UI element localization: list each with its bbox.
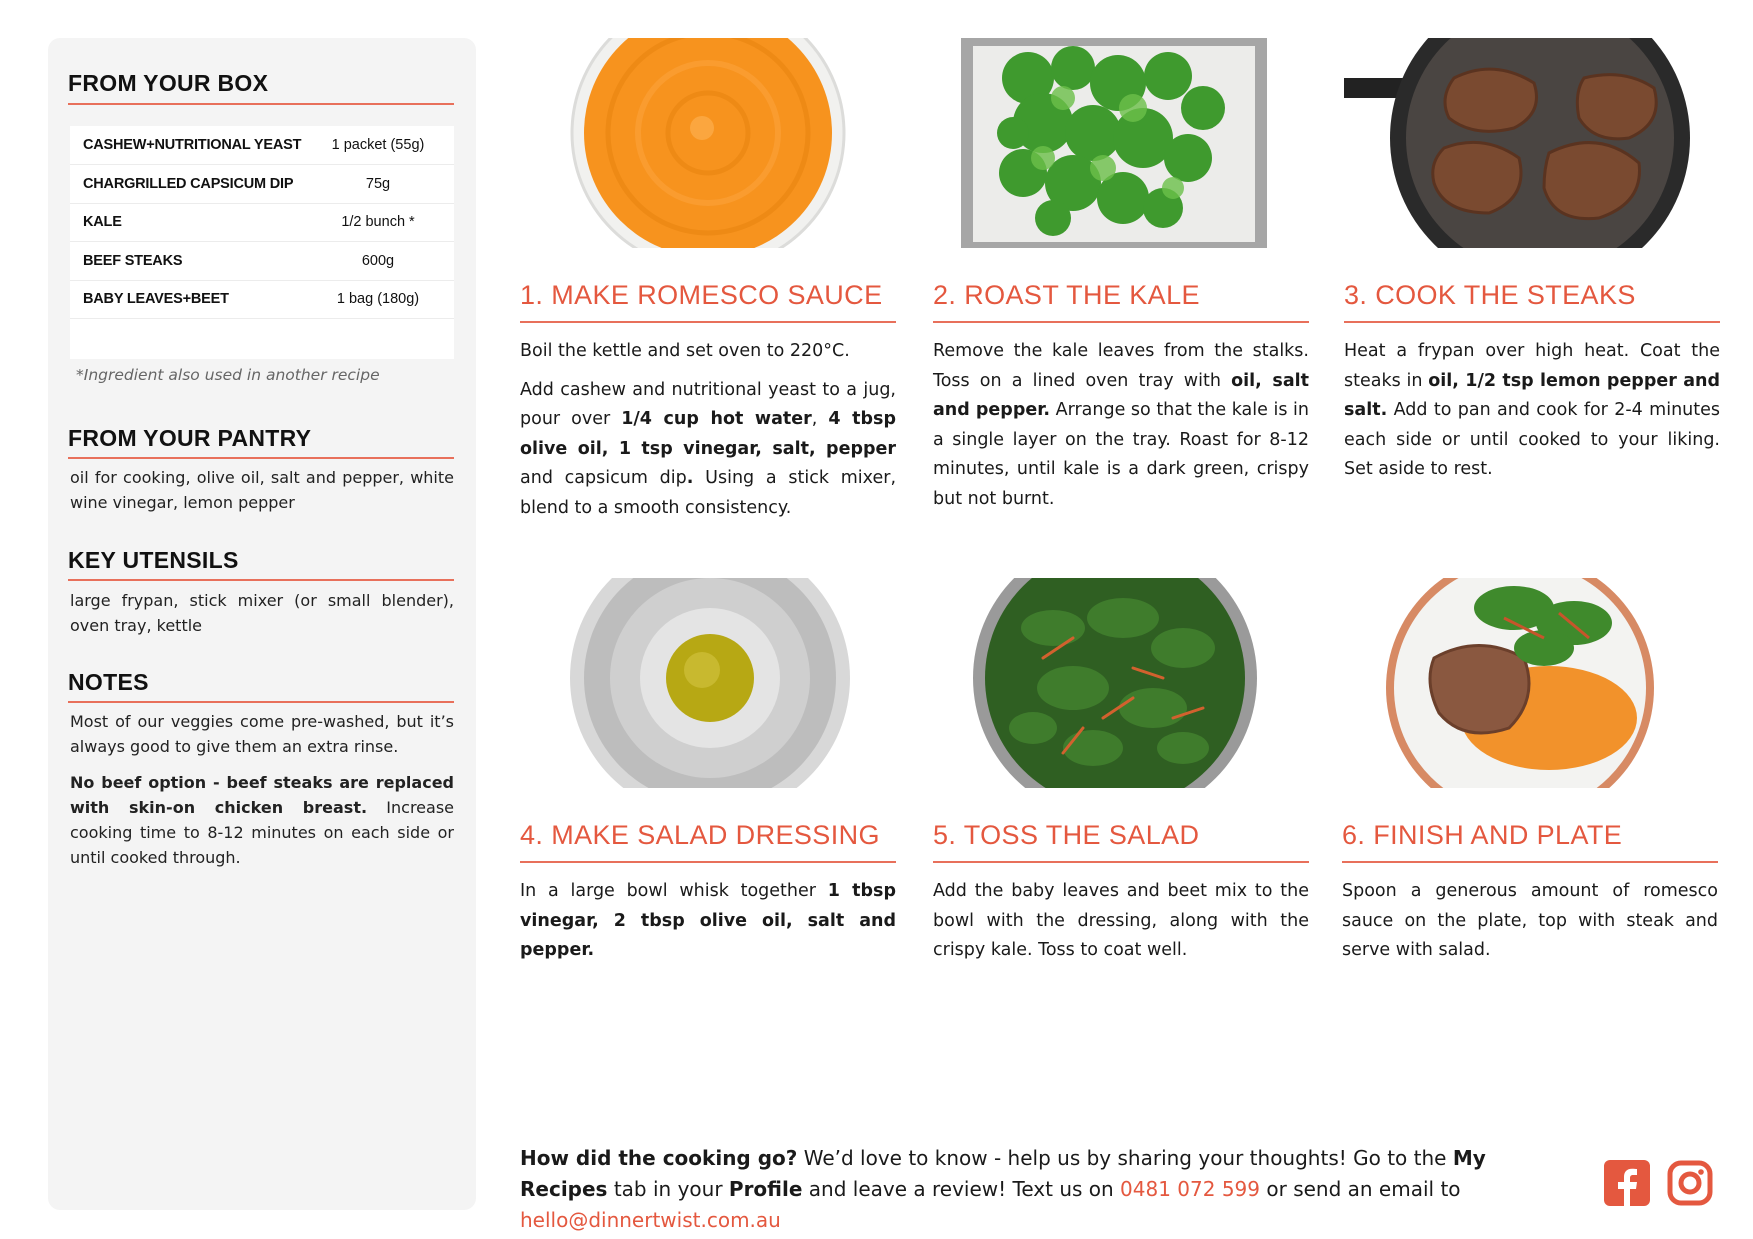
section-rule (68, 701, 454, 703)
ingredient-name: CASHEW+NUTRITIONAL YEAST (70, 126, 302, 165)
ingredient-name: KALE (70, 203, 302, 242)
bold-text: oil, salt and pepper. (933, 370, 1309, 420)
ingredient-qty: 1/2 bunch * (302, 203, 454, 242)
utensils-text: large frypan, stick mixer (or small blender), oven tray, kettle (70, 591, 454, 635)
phone-link[interactable]: 0481 072 599 (1120, 1177, 1261, 1201)
pantry-text: oil for cooking, olive oil, salt and pepper, white wine vinegar, lemon pepper (70, 468, 454, 512)
ingredient-name: BEEF STEAKS (70, 242, 302, 281)
step-rule (933, 321, 1309, 323)
text: Heat a frypan over high heat. Coat the steaks in (1344, 341, 1720, 391)
step-4-title: 4. MAKE SALAD DRESSING (520, 820, 880, 850)
step-6-title: 6. FINISH AND PLATE (1342, 820, 1623, 850)
salad-dressing-image (520, 578, 896, 788)
notes-text-2: Increase cooking time to 8-12 minutes on each side or until cooked through. (70, 798, 455, 867)
text: Remove the kale leaves from the stalks. Toss on a lined oven tray with (933, 341, 1309, 391)
step-3-title: 3. COOK THE STEAKS (1344, 280, 1636, 310)
step-rule (520, 321, 896, 323)
step-2-title: 2. ROAST THE KALE (933, 280, 1200, 310)
text: In a large bowl whisk together (520, 881, 828, 901)
bold-text: 1 tbsp vinegar, 2 tbsp olive oil, salt and pepper. (520, 881, 896, 960)
text: Using a stick mixer, blend to a smooth consistency. (520, 468, 897, 518)
bold-text: 4 tbsp olive oil, 1 tsp vinegar, salt, pepper (520, 409, 896, 459)
profile-link[interactable]: Profile (728, 1177, 803, 1201)
bold-text: oil, 1/2 tsp lemon pepper and salt. (1344, 370, 1720, 420)
step-4-body (520, 877, 896, 975)
table-row (70, 165, 454, 204)
step-6-body (1342, 877, 1718, 975)
feedback-footer (520, 1143, 1580, 1236)
from-your-pantry-title: FROM YOUR PANTRY (68, 425, 312, 451)
step-6-p1: Spoon a generous amount of romesco sauce on the plate, top with steak and serve with salad. (1342, 881, 1718, 960)
text: Add cashew and nutritional yeast to a jug, pour over (520, 379, 896, 429)
table-row-empty (70, 319, 454, 359)
romesco-sauce-image (520, 38, 896, 248)
ingredient-name: CHARGRILLED CAPSICUM DIP (70, 165, 302, 204)
step-2-p1 (933, 337, 1309, 514)
table-row (70, 242, 454, 281)
notes-bold: No beef option - beef steaks are replaced with skin-on chicken breast. (70, 773, 454, 817)
ingredient-qty: 600g (302, 242, 454, 281)
step-1-title: 1. MAKE ROMESCO SAUCE (520, 280, 883, 310)
from-your-box-title: FROM YOUR BOX (68, 70, 269, 96)
kale-tray-image (933, 38, 1309, 248)
step-rule (1344, 321, 1720, 323)
my-recipes-link[interactable]: My Recipes (520, 1146, 1486, 1201)
step-5-body (933, 877, 1309, 975)
step-rule (933, 861, 1309, 863)
toss-salad-image (933, 578, 1309, 788)
section-rule (68, 579, 454, 581)
step-2-body (933, 337, 1309, 523)
text: Arrange so that the kale is in a single layer on the tray. Roast for 8-12 minutes, until kale is a dark green, crispy but not burnt. (933, 400, 1309, 509)
table-row (70, 126, 454, 165)
notes-text: Most of our veggies come pre-washed, but it’s always good to give them an extra rinse. (70, 712, 454, 756)
ingredients-table (70, 126, 454, 359)
ingredient-name: BABY LEAVES+BEET (70, 280, 302, 319)
step-3-p1 (1344, 337, 1720, 485)
plated-dish-image (1344, 578, 1720, 788)
sidebar (48, 38, 476, 1210)
step-1-p2 (520, 376, 896, 524)
text: Add to pan and cook for 2-4 minutes each side or until cooked to your liking. Set aside to rest. (1344, 400, 1720, 479)
text: We’d love to know - help us by sharing your thoughts! Go to the (797, 1146, 1453, 1170)
table-row (70, 280, 454, 319)
notes-title: NOTES (68, 669, 149, 695)
footer-question: How did the cooking go? (520, 1146, 798, 1170)
text: , (811, 409, 829, 429)
ingredient-qty: 75g (302, 165, 454, 204)
notes-chicken-option (70, 770, 454, 870)
ingredient-footnote: *Ingredient also used in another recipe (76, 366, 380, 384)
text: and leave a review! Text us on (802, 1177, 1121, 1201)
table-row (70, 203, 454, 242)
email-link[interactable]: hello@dinnertwist.com.au (520, 1208, 781, 1232)
section-rule (68, 103, 454, 105)
step-3-body (1344, 337, 1720, 494)
step-rule (1342, 861, 1718, 863)
facebook-icon[interactable] (1604, 1160, 1650, 1206)
text: or send an email to (1260, 1177, 1461, 1201)
section-rule (68, 457, 454, 459)
text: and capsicum dip (520, 468, 687, 488)
step-1-body (520, 337, 896, 532)
step-5-p1: Add the baby leaves and beet mix to the bowl with the dressing, along with the crispy kale. Toss to coat well. (933, 881, 1309, 960)
step-1-p1: Boil the kettle and set oven to 220°C. (520, 341, 850, 361)
steaks-pan-image (1344, 38, 1720, 248)
bold-text: . (686, 468, 694, 488)
step-5-title: 5. TOSS THE SALAD (933, 820, 1200, 850)
key-utensils-title: KEY UTENSILS (68, 547, 239, 573)
text: tab in your (607, 1177, 729, 1201)
step-4-p1 (520, 877, 896, 966)
instagram-icon[interactable] (1667, 1160, 1713, 1206)
ingredient-qty: 1 bag (180g) (302, 280, 454, 319)
step-rule (520, 861, 896, 863)
ingredient-qty: 1 packet (55g) (302, 126, 454, 165)
bold-text: 1/4 cup hot water (621, 409, 812, 429)
